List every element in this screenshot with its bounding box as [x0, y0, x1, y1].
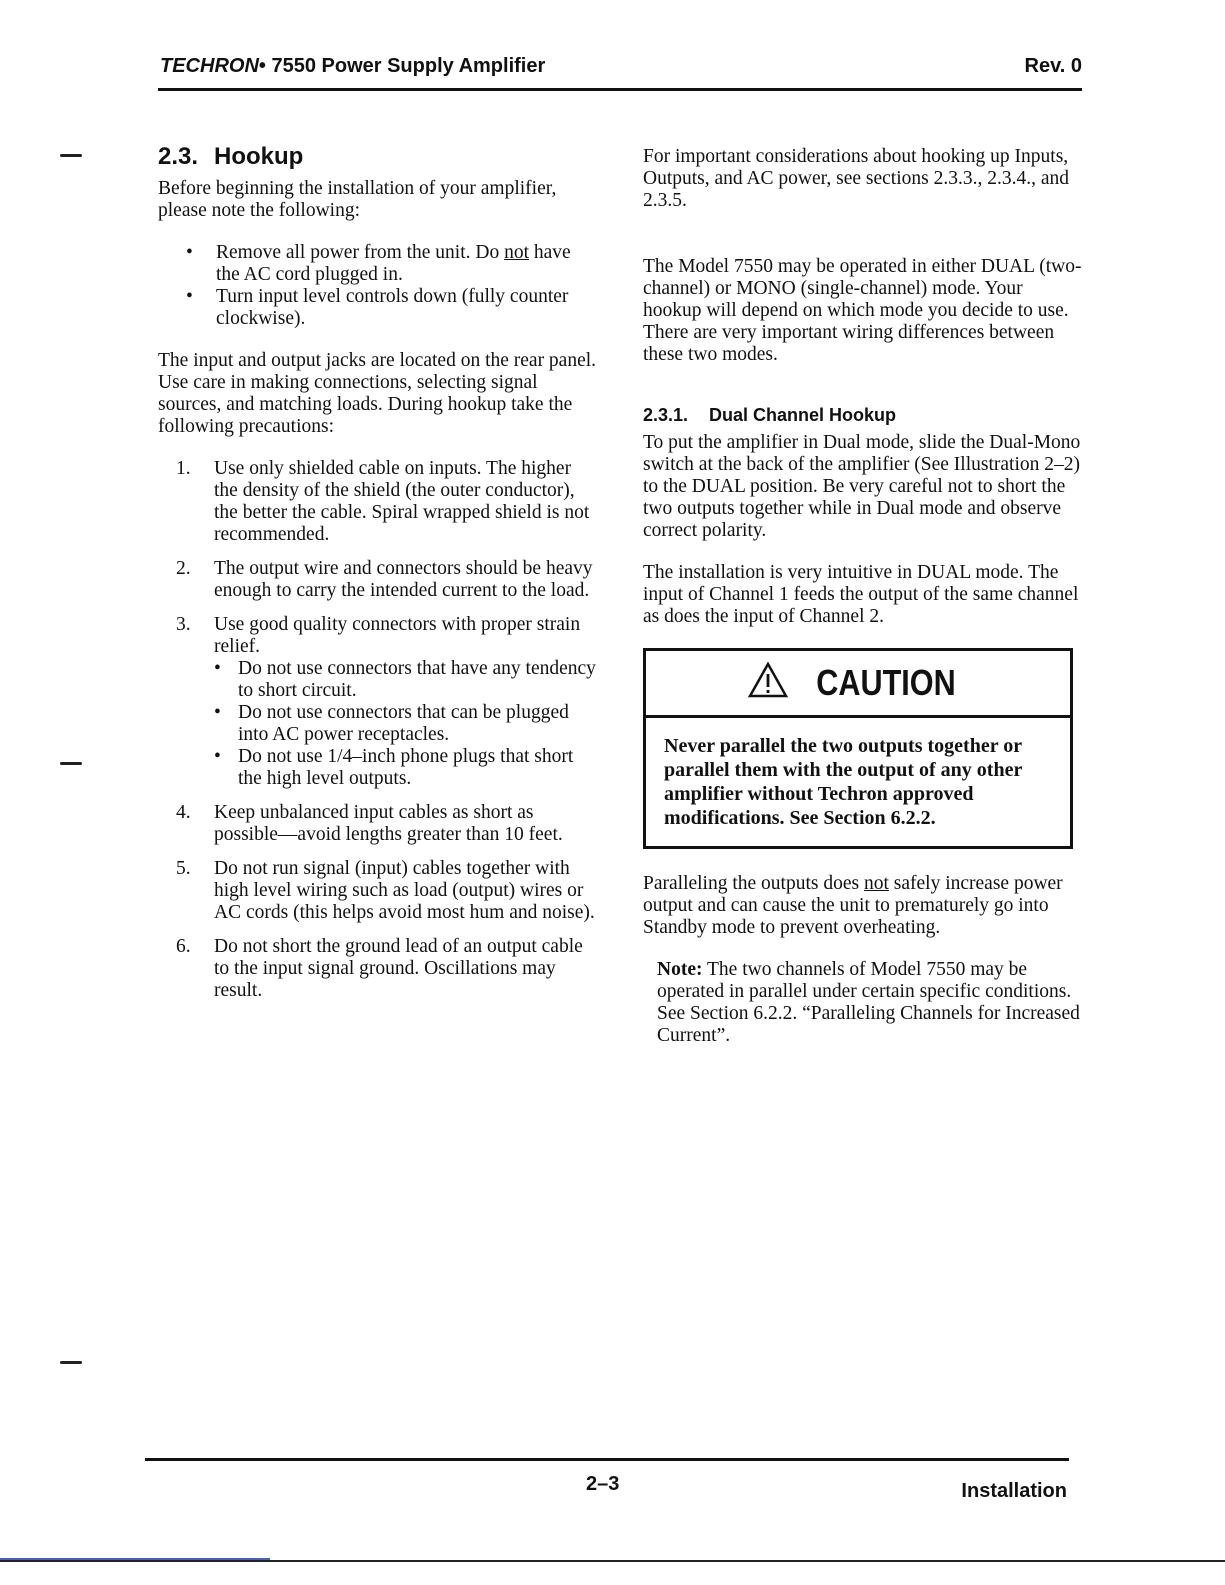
caution-box — [643, 648, 1073, 849]
header-title — [160, 55, 545, 78]
item-number: 3. — [176, 614, 191, 635]
precaution-list — [158, 458, 598, 1002]
margin-mark — [60, 762, 82, 765]
paragraph-text: Paralleling the outputs does — [643, 873, 864, 894]
paralleling-paragraph — [643, 873, 1083, 939]
item-text: Keep unbalanced input cables as short as possible—avoid lengths greater than 10 feet. — [214, 802, 563, 845]
list-item — [158, 936, 598, 1002]
subsection-number: 2.3.1. — [643, 405, 689, 425]
section-number: 2.3. — [158, 143, 199, 170]
item-number: 4. — [176, 802, 191, 823]
rear-panel-paragraph: The input and output jacks are located on the rear panel. Use care in making connections, selecting signal sources, and matching loads. During hookup take the following precautions: — [158, 350, 597, 437]
underlined-word: not — [504, 242, 530, 263]
margin-mark — [60, 154, 82, 157]
left-column — [158, 143, 598, 1014]
list-item: • Turn input level controls down (fully counter clockwise). — [158, 286, 598, 330]
precaution-bullets — [158, 242, 598, 330]
dual-mode-paragraph: To put the amplifier in Dual mode, slide the Dual-Mono switch at the back of the amplifier (See Illustration 2–2) to the DUAL position. Be very careful not to short the two outputs together while in Dual mode and observe correct polarity. — [643, 432, 1081, 541]
subsection-title: Dual Channel Hookup — [709, 405, 897, 425]
paragraph-text: safely increase power output and can cause the unit to prematurely go into Standby mode to prevent overheating. — [643, 873, 1063, 938]
item-text: Use only shielded cable on inputs. The higher the density of the shield (the outer conductor), the better the cable. Spiral wrapped shield is not recommended. — [214, 458, 590, 545]
right-column — [643, 146, 1083, 1047]
section-title: Hookup — [214, 143, 304, 170]
list-item — [158, 614, 598, 790]
bullet-text: have the AC cord plugged in. — [216, 242, 571, 285]
sub-list-item: • Do not use connectors that can be plugged into AC power receptacles. — [214, 702, 598, 746]
modes-paragraph: The Model 7550 may be operated in either DUAL (two-channel) or MONO (single-channel) mode. Your hookup will depend on which mode you decide to use. There are very important wiring differences between these two modes. — [643, 256, 1082, 365]
item-number: 5. — [176, 858, 191, 879]
caution-header — [646, 651, 1070, 718]
underlined-word: not — [863, 873, 889, 894]
item-number: 1. — [176, 458, 191, 479]
brand-mark: • — [258, 55, 266, 77]
note-label: Note: — [657, 959, 703, 980]
footer-section: Installation — [961, 1480, 1067, 1502]
page-number: 2–3 — [586, 1473, 620, 1495]
item-text: Use good quality connectors with proper strain relief. — [214, 614, 581, 657]
item-text: Do not run signal (input) cables together with high level wiring such as load (output) wires or AC cords (this helps avoid most hum and noise). — [214, 858, 595, 923]
sub-list — [214, 658, 598, 790]
intro-paragraph: Before beginning the installation of your amplifier, please note the following: — [158, 178, 557, 221]
product-name: 7550 Power Supply Amplifier — [265, 55, 546, 77]
footer-rule — [145, 1458, 1069, 1461]
intuitive-paragraph: The installation is very intuitive in DUAL mode. The input of Channel 1 feeds the output of the same channel as does the input of Channel 2. — [643, 562, 1079, 627]
item-number: 2. — [176, 558, 191, 579]
item-text: Do not short the ground lead of an output cable to the input signal ground. Oscillations may result. — [214, 936, 583, 1001]
note-paragraph — [643, 959, 1083, 1047]
header-revision: Rev. 0 — [1024, 55, 1082, 77]
warning-triangle-icon — [748, 662, 788, 704]
caution-text: Never parallel the two outputs together or parallel them with the output of any other amplifier without Techron approved modifications. See Section 6.2.2. — [664, 735, 1022, 829]
list-item — [158, 558, 598, 602]
list-item — [158, 858, 598, 924]
sub-list-item: • Do not use 1/4–inch phone plugs that short the high level outputs. — [214, 746, 598, 790]
considerations-paragraph: For important considerations about hooking up Inputs, Outputs, and AC power, see sections 2.3.3., 2.3.4., and 2.3.5. — [643, 146, 1070, 211]
sub-list-item: • Do not use connectors that have any tendency to short circuit. — [214, 658, 598, 702]
margin-mark — [60, 1361, 82, 1364]
item-number: 6. — [176, 936, 191, 957]
header-rule — [158, 88, 1082, 91]
subsection-heading — [643, 404, 1083, 426]
caution-title: CAUTION — [816, 662, 956, 703]
item-text: The output wire and connectors should be heavy enough to carry the intended current to the load. — [214, 558, 593, 601]
note-text: The two channels of Model 7550 may be operated in parallel under certain specific conditions. See Section 6.2.2. “Paralleling Channels for Increased Current”. — [657, 959, 1080, 1046]
brand-name: TECHRON — [160, 55, 259, 77]
section-heading — [158, 143, 598, 170]
list-item — [158, 802, 598, 846]
list-item — [158, 242, 598, 286]
scan-edge-line — [0, 1560, 1225, 1562]
bullet-text: Remove all power from the unit. Do — [216, 242, 505, 263]
list-item — [158, 458, 598, 546]
